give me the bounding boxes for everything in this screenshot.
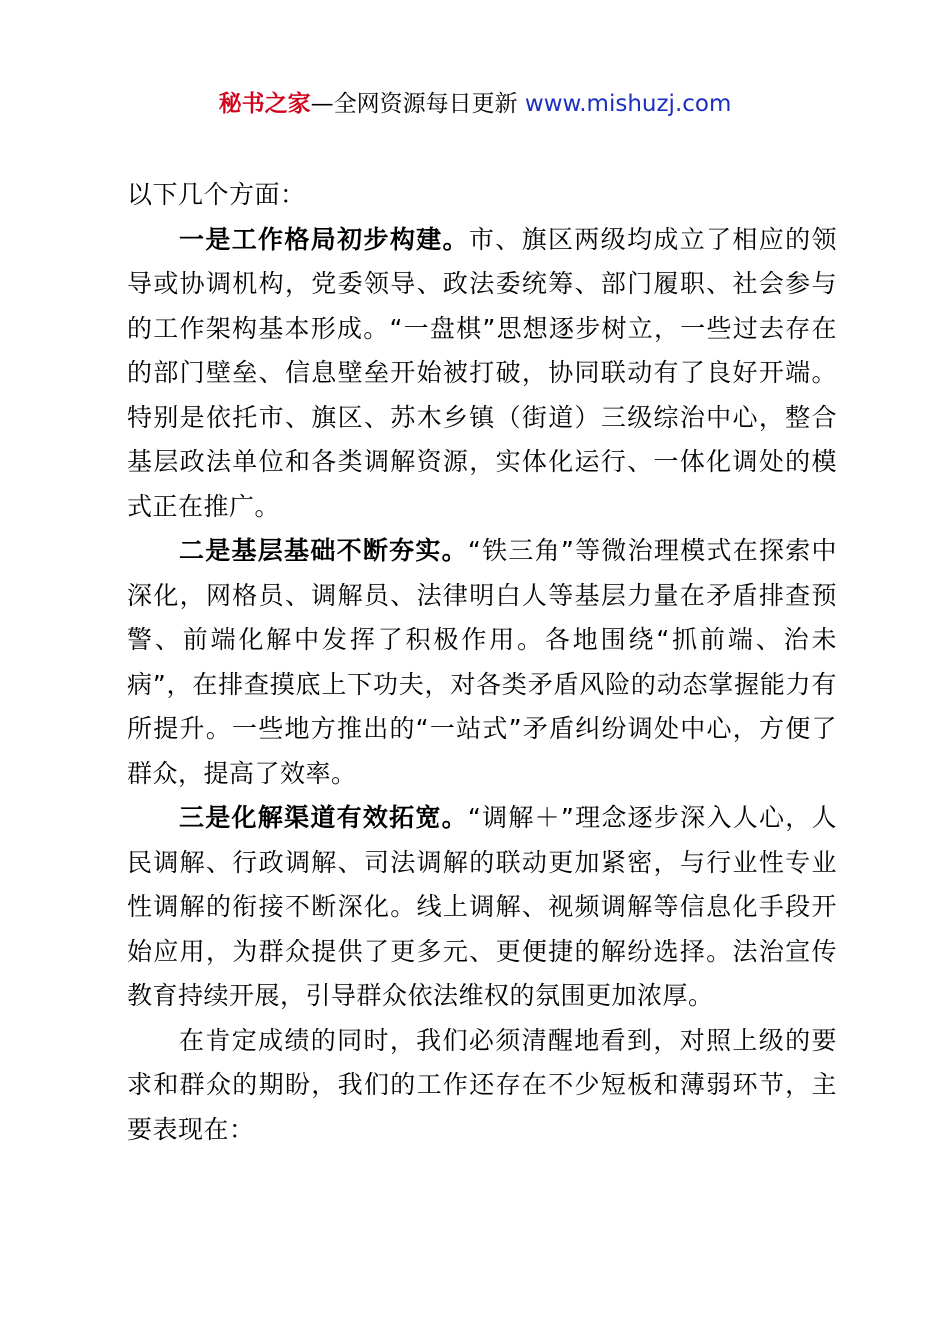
paragraph-text: 在肯定成绩的同时，我们必须清醒地看到，对照上级的要求和群众的期盼，我们的工作还存在不少短板和薄弱环节，主要表现在：: [127, 1025, 837, 1144]
header-slogan: —全网资源每日更新: [310, 91, 525, 117]
document-body: [127, 173, 837, 1152]
paragraph-text: “铁三角”等微治理模式在探索中深化，网格员、调解员、法律明白人等基层力量在矛盾排查预警、前端化解中发挥了积极作用。各地围绕“抓前端、治未病”，在排查摸底上下功夫，对各类矛盾风险的动态掌握能力有所提升。一些地方推出的“一站式”矛盾纠纷调处中心，方便了群众，提高了效率。: [127, 536, 837, 788]
paragraph-lead: 一是工作格局初步构建。: [179, 224, 469, 254]
paragraph-text: 以下几个方面：: [127, 180, 306, 209]
paragraph-point-3: [127, 796, 837, 1019]
paragraph-point-2: [127, 529, 837, 796]
paragraph-lead: 三是化解渠道有效拓宽。: [179, 803, 468, 832]
paragraph-text: 市、旗区两级均成立了相应的领导或协调机构，党委领导、政法委统筹、部门履职、社会参与的工作架构基本形成。“一盘棋”思想逐步树立，一些过去存在的部门壁垒、信息壁垒开始被打破，协同联动有了良好开端。特别是依托市、旗区、苏木乡镇（街道）三级综治中心，整合基层政法单位和各类调解资源，实体化运行、一体化调处的模式正在推广。: [127, 224, 837, 521]
paragraph-conclusion: [127, 1019, 837, 1153]
brand-name: 秘书之家: [218, 91, 311, 117]
paragraph-lead: 二是基层基础不断夯实。: [179, 536, 468, 565]
paragraph-text: “调解＋”理念逐步深入人心，人民调解、行政调解、司法调解的联动更加紧密，与行业性专业性调解的衔接不断深化。线上调解、视频调解等信息化手段开始应用，为群众提供了更多元、更便捷的解纷选择。法治宣传教育持续开展，引导群众依法维权的氛围更加浓厚。: [127, 803, 837, 1010]
site-url-link[interactable]: www.mishuzj.com: [524, 91, 732, 117]
site-header: [0, 88, 950, 120]
paragraph-point-1: [127, 218, 837, 530]
paragraph-intro: [127, 173, 837, 218]
